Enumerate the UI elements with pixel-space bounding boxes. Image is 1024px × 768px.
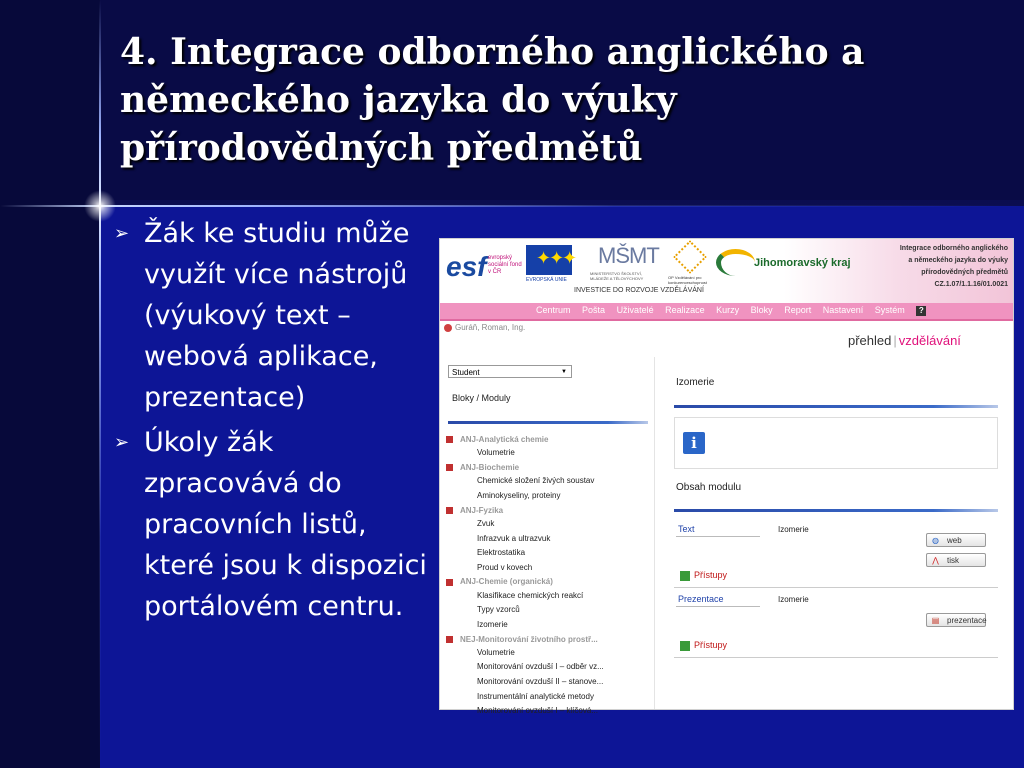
- arrow-bullet-icon: ➢: [114, 432, 130, 453]
- menu-item-kurzy[interactable]: Kurzy: [716, 305, 740, 315]
- access-icon: [680, 641, 690, 651]
- menu-item-report[interactable]: Report: [784, 305, 812, 315]
- print-button[interactable]: ⋀ tisk: [926, 553, 986, 567]
- info-icon: i: [683, 432, 705, 454]
- collapse-icon[interactable]: [446, 579, 453, 586]
- esf-caption: evropský sociální fond v ČR: [488, 255, 522, 275]
- portal-screenshot: [439, 238, 1014, 716]
- access-icon: [680, 571, 690, 581]
- role-select[interactable]: [448, 365, 572, 378]
- slide-title: [120, 28, 1000, 172]
- project-title-line: přírodovědných předmětů: [921, 269, 1008, 276]
- row-label-underline: [676, 606, 760, 607]
- region-name: Jihomoravský kraj: [754, 257, 851, 269]
- title-rule: [674, 405, 998, 408]
- module-tree: [446, 433, 652, 719]
- region-logo: [716, 249, 856, 279]
- vertical-divider: [99, 0, 101, 768]
- eu-flag-icon: ✦✦✦: [526, 245, 572, 275]
- tree-item[interactable]: Klasifikace chemických reakcí: [477, 590, 584, 600]
- tree-item[interactable]: Chemické složení živých soustav: [477, 476, 595, 486]
- menu-item-nastaveni[interactable]: Nastavení: [822, 305, 864, 315]
- user-name: Guráň, Roman, Ing.: [455, 323, 526, 332]
- content-heading: Obsah modulu: [676, 482, 742, 493]
- collapse-icon[interactable]: [446, 636, 453, 643]
- tree-item[interactable]: Infrazvuk a ultrazvuk: [477, 533, 551, 543]
- bullet-text: Žák ke studiu může využít více nástrojů (výukový text – webová aplikace, prezentace): [144, 218, 410, 413]
- msmt-caption: MINISTERSTVO ŠKOLSTVÍ, MLÁDEŽE A TĚLOVÝCHOVY: [590, 271, 644, 281]
- project-code: CZ.1.07/1.1.16/01.0021: [934, 281, 1008, 288]
- column-separator: [654, 357, 655, 709]
- esf-logo-mark: esf: [446, 251, 487, 282]
- web-button[interactable]: ◍ web: [926, 533, 986, 547]
- project-title-line: a německého jazyka do výuky: [908, 257, 1008, 264]
- pdf-icon: ⋀: [932, 556, 939, 565]
- tree-item[interactable]: Monitorování ovzduší II – stanove...: [477, 677, 604, 687]
- esf-logo: [446, 245, 522, 285]
- title-line: 4. Integrace odborného anglického a: [120, 31, 865, 73]
- breadcrumb[interactable]: Bloky / Moduly: [452, 393, 511, 403]
- title-line: přírodovědných předmětů: [120, 127, 643, 169]
- user-row: [444, 323, 525, 332]
- menu-item-system[interactable]: Systém: [874, 305, 905, 315]
- title-line: německého jazyka do výuky: [120, 79, 677, 121]
- content-rule: [674, 509, 998, 512]
- info-box: [674, 417, 998, 469]
- tree-item[interactable]: Monitorování ovzduší I – klíčová...: [477, 706, 598, 716]
- bullet-item: [110, 422, 430, 627]
- invest-slogan: INVESTICE DO ROZVOJE VZDĚLÁVÁNÍ: [574, 287, 704, 294]
- collapse-icon[interactable]: [446, 507, 453, 514]
- menu-item-uzivatele[interactable]: Uživatelé: [616, 305, 654, 315]
- tree-category[interactable]: ANJ-Chemie (organická): [446, 575, 652, 588]
- tree-item[interactable]: Volumetrie: [477, 448, 515, 458]
- menu-underline: [440, 319, 1013, 321]
- op-caption: OP Vzdělávání pro konkurenceschopnost: [668, 275, 707, 285]
- msmt-logo-mark: MŠMT: [598, 243, 659, 268]
- msmt-logo: [590, 243, 660, 287]
- horizontal-divider: [0, 205, 1024, 207]
- portal-banner: [440, 239, 1013, 303]
- portal-brand: [848, 333, 961, 348]
- access-link[interactable]: Přístupy: [680, 570, 727, 581]
- tree-item[interactable]: Elektrostatika: [477, 548, 526, 558]
- op-logo-icon: [673, 240, 707, 274]
- region-swirl-icon: [716, 249, 755, 276]
- main-menu: [440, 303, 1013, 319]
- op-logo: [668, 245, 714, 287]
- help-icon[interactable]: ?: [916, 306, 926, 316]
- tree-item[interactable]: Proud v kovech: [477, 562, 533, 572]
- access-link[interactable]: Přístupy: [680, 640, 727, 651]
- logout-icon[interactable]: [444, 324, 452, 332]
- tree-item[interactable]: Izomerie: [477, 619, 508, 629]
- project-title-line: Integrace odborného anglického: [899, 245, 1008, 252]
- eu-caption: EVROPSKÁ UNIE: [526, 277, 567, 283]
- menu-item-bloky[interactable]: Bloky: [750, 305, 773, 315]
- tree-item[interactable]: Aminokyseliny, proteiny: [477, 490, 561, 500]
- presentation-button[interactable]: ▤ prezentace: [926, 613, 986, 627]
- brand-right: vzdělávání: [898, 333, 961, 348]
- bullet-text: Úkoly žák zpracovává do pracovních listů, které jsou k dispozici portálovém centru.: [144, 427, 427, 622]
- page-title: Izomerie: [676, 377, 715, 388]
- menu-item-realizace[interactable]: Realizace: [665, 305, 705, 315]
- row-divider: [674, 657, 998, 658]
- arrow-bullet-icon: ➢: [114, 223, 130, 244]
- tree-item[interactable]: Volumetrie: [477, 647, 515, 657]
- bullet-item: [110, 213, 430, 418]
- bullet-list: [110, 213, 430, 631]
- role-select-value: Student: [452, 368, 480, 377]
- tree-item[interactable]: Monitorování ovzduší I – odběr vz...: [477, 662, 604, 672]
- menu-item-posta[interactable]: Pošta: [582, 305, 606, 315]
- row-value: Izomerie: [778, 525, 809, 534]
- row-label-underline: [676, 536, 760, 537]
- tree-item[interactable]: Zvuk: [477, 518, 495, 528]
- row-divider: [674, 587, 998, 588]
- brand-separator: |: [893, 333, 897, 348]
- row-label-text: Text: [678, 524, 695, 534]
- slides-icon: ▤: [931, 616, 940, 625]
- tree-category[interactable]: NEJ-Monitorování životního prostř...: [446, 633, 652, 646]
- tree-category[interactable]: ANJ-Fyzika: [446, 504, 652, 517]
- brand-left: přehled: [848, 333, 892, 348]
- tree-category[interactable]: ANJ-Biochemie: [446, 461, 652, 474]
- tree-item[interactable]: Instrumentální analytické metody: [477, 691, 594, 701]
- row-value: Izomerie: [778, 595, 809, 604]
- left-margin-band: [0, 0, 100, 768]
- tree-category[interactable]: ANJ-Analytická chemie: [446, 433, 652, 446]
- dropdown-caret-icon: ▼: [561, 369, 567, 375]
- left-rule: [448, 421, 648, 424]
- tree-item[interactable]: Typy vzorců: [477, 605, 520, 615]
- row-label-presentation: Prezentace: [678, 594, 724, 604]
- menu-item-centrum[interactable]: Centrum: [536, 305, 571, 315]
- globe-icon: ◍: [932, 536, 939, 545]
- collapse-icon[interactable]: [446, 436, 453, 443]
- eu-logo: [526, 245, 574, 287]
- collapse-icon[interactable]: [446, 464, 453, 471]
- project-title: [860, 243, 1008, 291]
